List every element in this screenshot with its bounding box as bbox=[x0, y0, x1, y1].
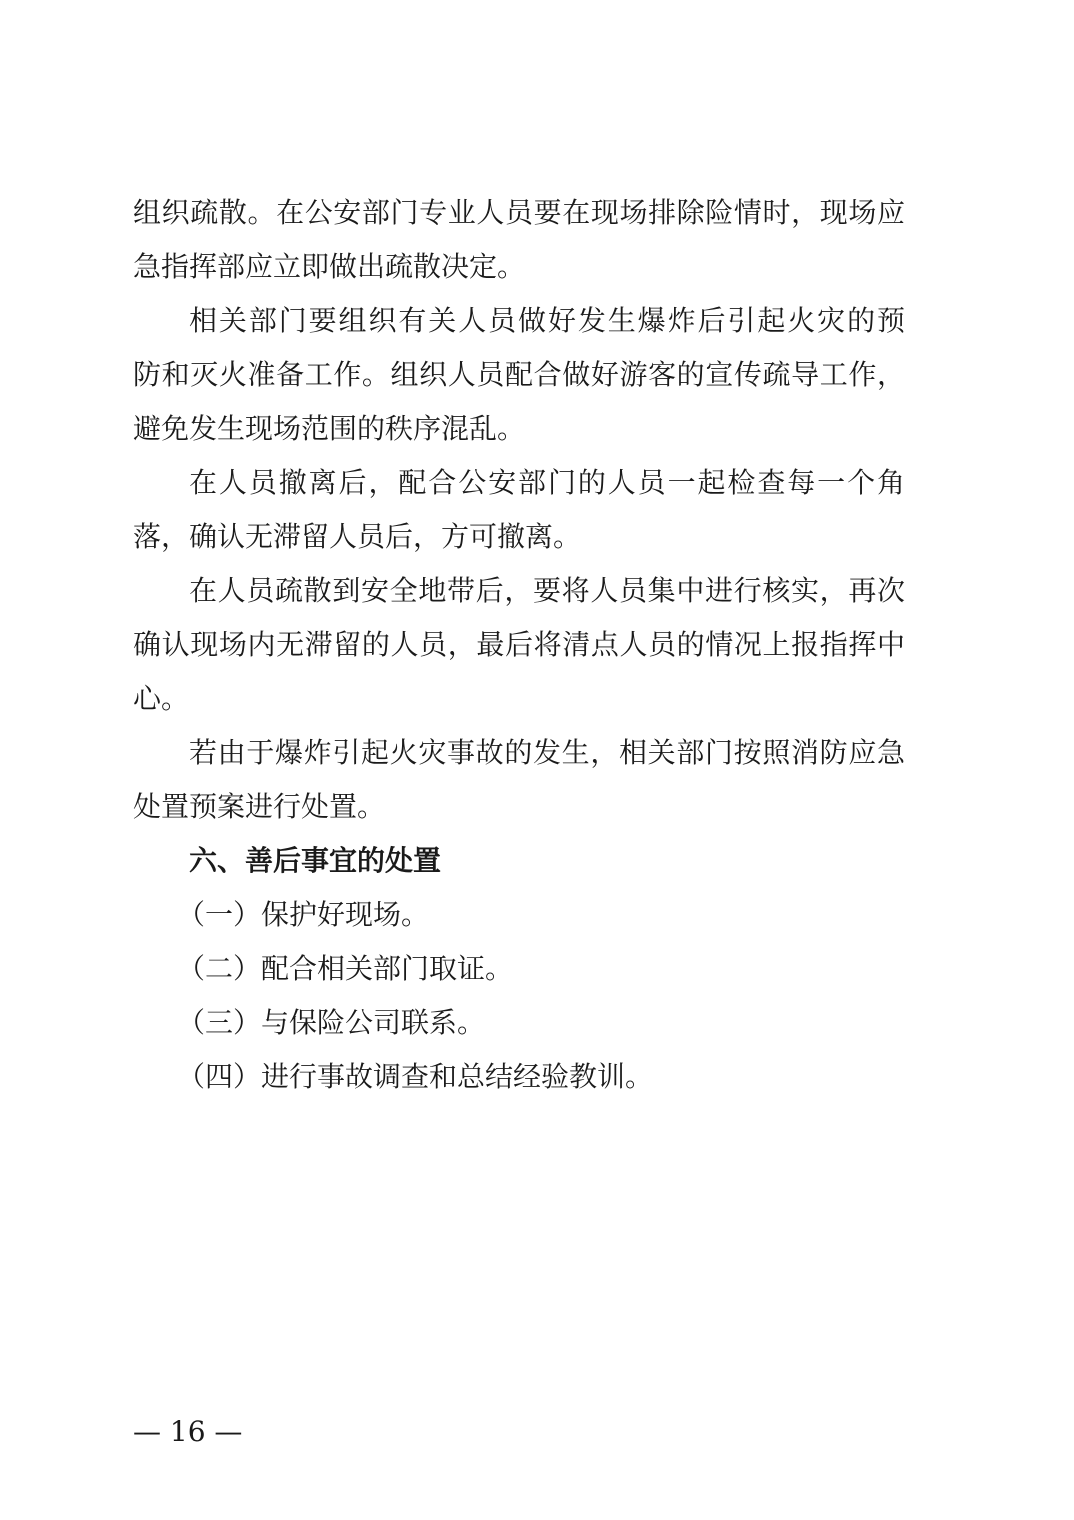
paragraph-5-line-1: 若由于爆炸引起火灾事故的发生，相关部门按照消防应急 bbox=[189, 736, 905, 769]
list-item-4: （四）进行事故调查和总结经验教训。 bbox=[177, 1060, 654, 1093]
paragraph-2-line-3: 避免发生现场范围的秩序混乱。 bbox=[133, 412, 526, 445]
list-item-1: （一）保护好现场。 bbox=[177, 898, 430, 931]
paragraph-4-line-3: 心。 bbox=[133, 682, 190, 715]
paragraph-1-line-1: 组织疏散。在公安部门专业人员要在现场排除险情时，现场应 bbox=[133, 196, 905, 229]
paragraph-2-line-1: 相关部门要组织有关人员做好发生爆炸后引起火灾的预 bbox=[189, 304, 905, 337]
list-item-3: （三）与保险公司联系。 bbox=[177, 1006, 486, 1039]
paragraph-4-line-2: 确认现场内无滞留的人员，最后将清点人员的情况上报指挥中 bbox=[133, 628, 905, 661]
paragraph-5-line-2: 处置预案进行处置。 bbox=[133, 790, 386, 823]
paragraph-3-line-2: 落，确认无滞留人员后，方可撤离。 bbox=[133, 520, 582, 553]
paragraph-2-line-2: 防和灭火准备工作。组织人员配合做好游客的宣传疏导工作， bbox=[133, 358, 905, 391]
list-item-2: （二）配合相关部门取证。 bbox=[177, 952, 514, 985]
body-text bbox=[133, 186, 905, 1104]
paragraph-4-line-1: 在人员疏散到安全地带后，要将人员集中进行核实，再次 bbox=[189, 574, 905, 607]
section-heading: 六、善后事宜的处置 bbox=[189, 844, 442, 877]
paragraph-3-line-1: 在人员撤离后，配合公安部门的人员一起检查每一个角 bbox=[189, 466, 905, 499]
paragraph-1-line-2: 急指挥部应立即做出疏散决定。 bbox=[133, 250, 526, 283]
page-number: — 16 — bbox=[133, 1415, 243, 1448]
